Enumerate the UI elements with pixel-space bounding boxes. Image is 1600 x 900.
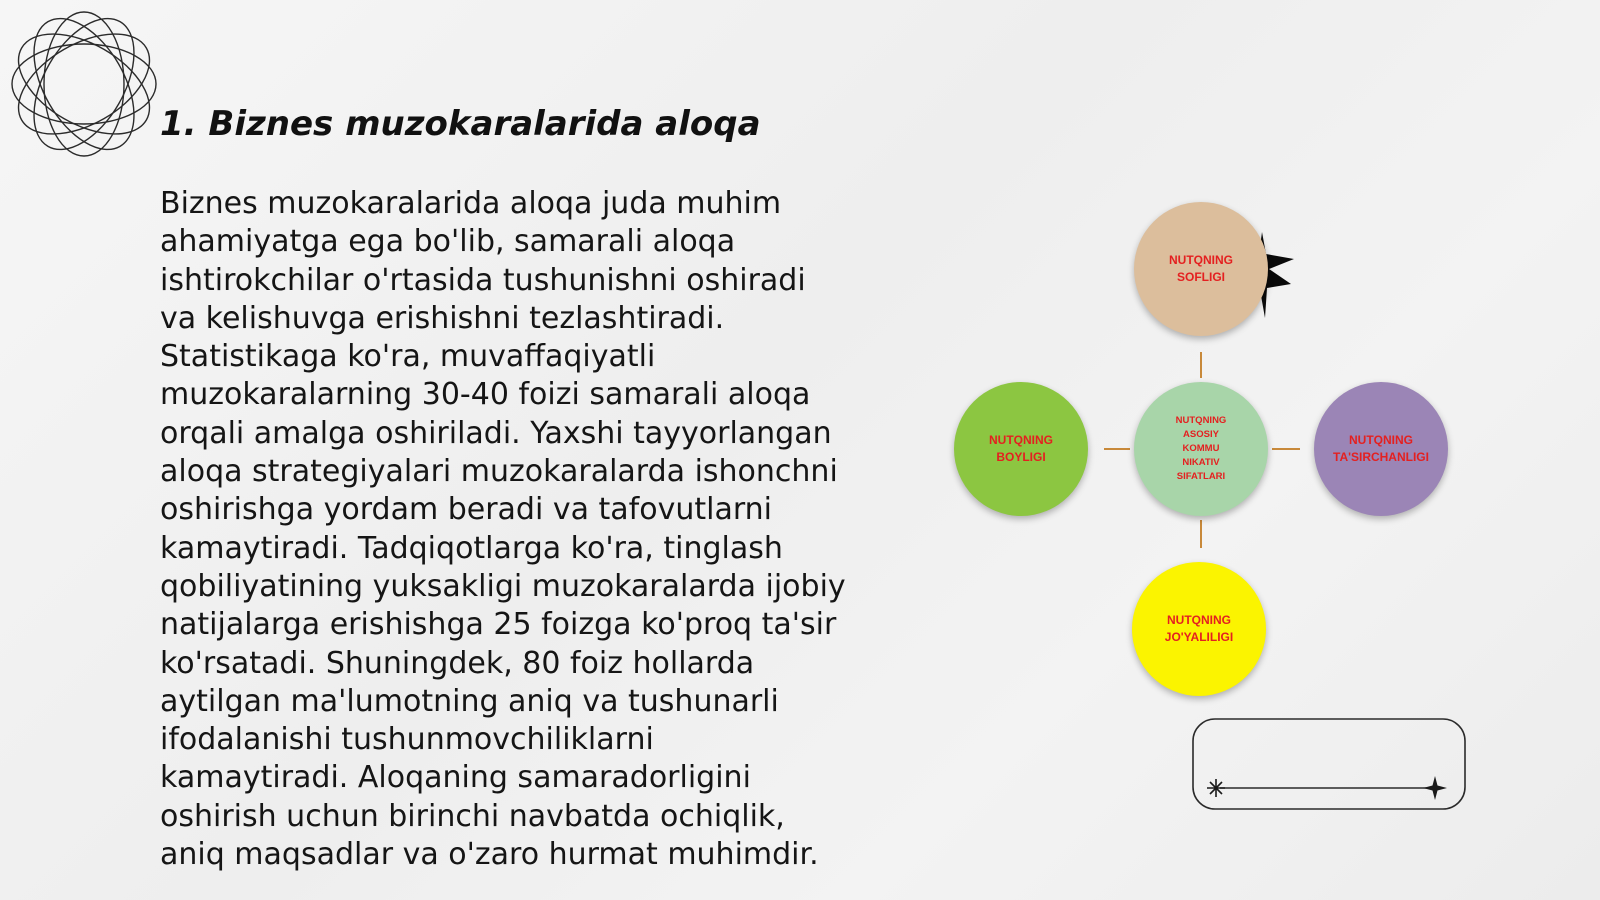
decorative-frame <box>1192 718 1466 810</box>
node-speech-expressiveness <box>1314 382 1448 516</box>
node-speech-appropriateness-label: NUTQNING JO'YALILIGI <box>1164 613 1234 644</box>
node-core-qualities <box>1134 382 1268 516</box>
node-speech-richness <box>954 382 1088 516</box>
four-point-sparkle-icon <box>1423 776 1447 800</box>
node-speech-appropriateness <box>1132 562 1266 696</box>
asterisk-spark-icon <box>1207 779 1225 797</box>
node-core-qualities-label: NUTQNING ASOSIY KOMMU NIKATIV SIFATLARI <box>1175 415 1227 482</box>
node-speech-expressiveness-label: NUTQNING TA'SIRCHANLIGI <box>1333 433 1429 464</box>
node-speech-purity-label: NUTQNING SOFLIGI <box>1169 253 1233 284</box>
slide-body-text: Biznes muzokaralarida aloqa juda muhim ahamiyatga ega bo'lib, samarali aloqa ishtirokchilar o'rtasida tushunishni oshiradi va kelishuvga erishishni tezlashtiradi. Statistikaga ko'ra, muvaffaqiyatli muzokaralarning 30-40 foizi samarali aloqa orqali amalga oshiriladi. Yaxshi tayyorlangan aloqa strategiyalari muzokaralarda ishonchni oshirishga yordam beradi va tafovutlarni kamaytiradi. Tadqiqotlarga ko'ra, tinglash qobiliyatining yuksakligi muzokaralarda ijobiy natijalarga erishishga 25 foizga ko'proq ta'sir ko'rsatadi. Shuningdek, 80 foiz hollarda aytilgan ma'lumotning aniq va tushunarli ifodalanishi tushunmovchiliklarni kamaytiradi. Aloqaning samaradorligini oshirish uchun birinchi navbatda ochiqlik, aniq maqsadlar va o'zaro hurmat muhimdir. <box>160 186 846 873</box>
node-speech-richness-label: NUTQNING BOYLIGI <box>989 433 1053 464</box>
interlocking-rings-icon <box>8 8 160 160</box>
slide-title: 1. Biznes muzokaralarida aloqa <box>160 104 761 144</box>
node-speech-purity <box>1134 202 1268 336</box>
